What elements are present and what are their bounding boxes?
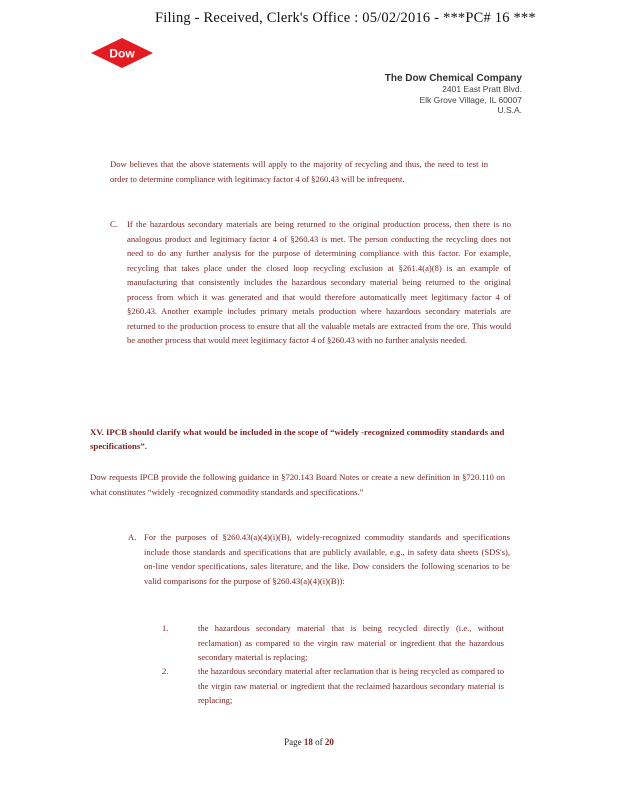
sub-item-1-text: the hazardous secondary material that is being recycled directly (i.e., without reclamation) as compared to the virgin raw material or ingredient that the hazardous secondary material is replacing; — [198, 623, 504, 662]
dow-logo — [90, 37, 154, 69]
footer-page-word: Page — [284, 737, 302, 747]
address-line-1: 2401 East Pratt Blvd. — [442, 84, 522, 94]
sub-item-2-marker: 2. — [162, 666, 169, 676]
filing-header: Filing - Received, Clerk's Office : 05/02/2016 - ***PC# 16 *** — [155, 10, 536, 26]
address-line-2: Elk Grove Village, IL 60007 — [419, 94, 522, 105]
sub-item-1-marker: 1. — [162, 623, 169, 633]
request-paragraph: Dow requests IPCB provide the following guidance in §720.143 Board Notes or create a new definition in §720.110 on what constitutes “widely -recognized commodity standards and specifications.” — [90, 472, 505, 497]
item-c-marker: C. — [110, 219, 118, 229]
footer-page-number: 18 — [303, 737, 313, 747]
page-footer — [0, 737, 618, 747]
footer-of-word: of — [315, 737, 323, 747]
footer-total-pages: 20 — [324, 737, 334, 747]
company-name: The Dow Chemical Company — [384, 73, 522, 84]
item-a-marker: A. — [128, 532, 137, 542]
sub-item-2-text: the hazardous secondary material after reclamation that is being recycled as compared to the virgin raw material or ingredient that the reclaimed hazardous secondary material is replacing; — [198, 666, 504, 705]
item-a-paragraph: For the purposes of §260.43(a)(4)(i)(B), widely-recognized commodity standards and specifications include those standards and specifications that are publicly available, e.g., in safety data sheets (SDS's), on-line vendor specifications, sales literature, and the like. Dow considers the following scenarios to be valid comparisons for the purpose of §260.43(a)(4)(i)(B)): — [144, 532, 510, 586]
logo-text: Dow — [109, 46, 135, 61]
section-heading: XV. IPCB should clarify what would be included in the scope of “widely -recognized commodity standards and specifications”. — [90, 427, 505, 451]
dow-diamond-icon — [90, 37, 154, 69]
intro-paragraph: Dow believes that the above statements will apply to the majority of recycling and thus, the need to test in order to determine compliance with legitimacy factor 4 of §260.43 will be infrequent. — [110, 159, 488, 184]
company-address-block — [385, 73, 522, 116]
item-c-paragraph: If the hazardous secondary materials are being returned to the original production process, then there is no analogous product and legitimacy factor 4 of §260.43 is met. The person conducting the recycling does not need to do any further analysis for the purpose of determining compliance with this factor. For example, recycling that takes place under the closed loop recycling exclusion at §261.4(a)(8) is an example of manufacturing that consistently includes the hazardous secondary material being returned to the original process from which it was generated and that would therefore automatically meet legitimacy factor 4 of §260.43. Another example includes primary metals production where hazardous secondary materials are returned to the production process to ensure that all the valuable metals are extracted from the ore. This would be another process that would meet legitimacy factor 4 of §260.43 with no further analysis needed. — [127, 219, 511, 345]
address-line-3: U.S.A. — [497, 105, 522, 115]
